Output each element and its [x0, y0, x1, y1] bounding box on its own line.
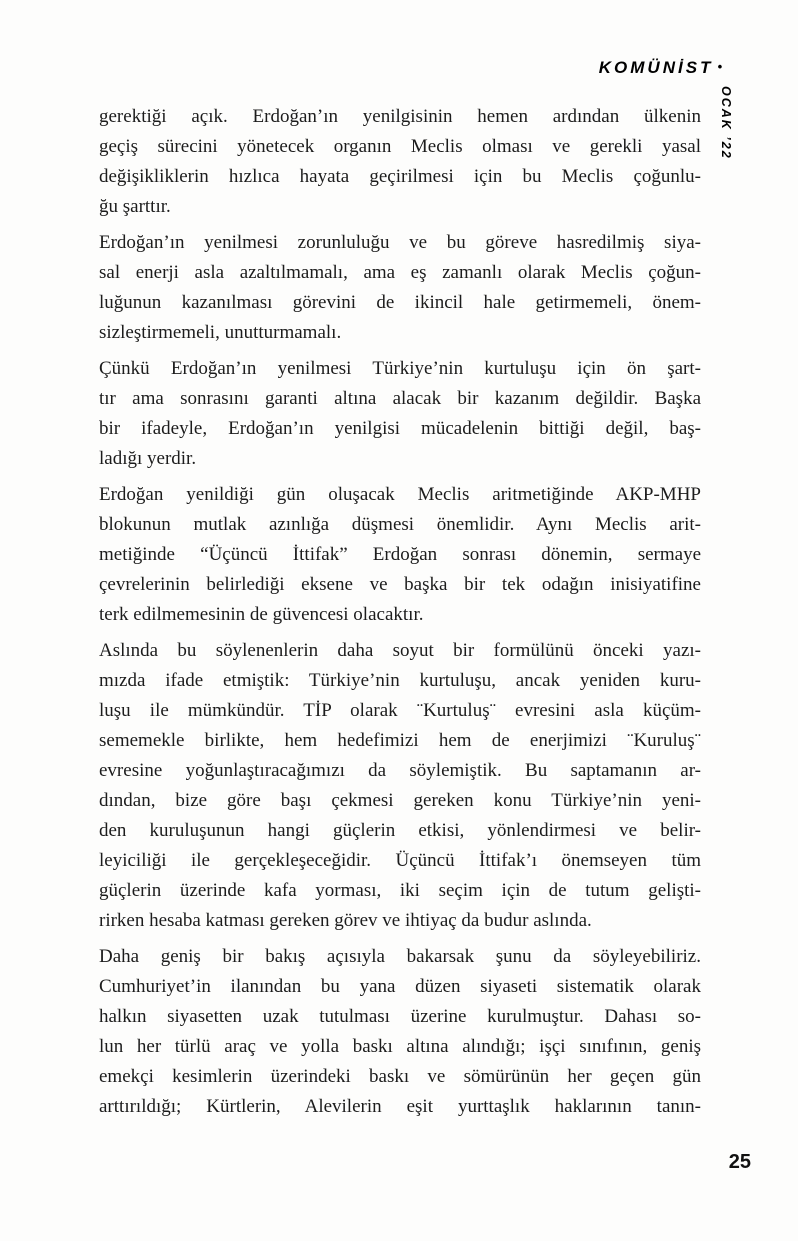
- masthead-bullet: •: [717, 59, 722, 74]
- masthead: [599, 58, 722, 78]
- paragraph: Erdoğan yenildiği gün oluşacak Meclis aritmetiğinde AKP-MHP blokunun mutlak azınlığa düşmesi önemlidir. Aynı Meclis arit- metiğinde “Üçüncü İttifak” Erdoğan sonrası dönemin, sermaye çevrelerinin belirlediği eksene ve başka bir tek odağın inisiyatifine terk edilmemesinin de güvencesi olacaktır.: [99, 484, 701, 625]
- page-number: 25: [728, 1151, 751, 1173]
- issue-date: OCAK ’22: [719, 86, 733, 160]
- paragraph: Erdoğan’ın yenilmesi zorunluluğu ve bu göreve hasredilmiş siya- sal enerji asla azaltılmamalı, ama eş zamanlı olarak Meclis çoğun- luğunun kazanılması görevini de ikincil hale getirmemeli, önem- sizleştirmemeli, unutturmamalı.: [99, 232, 701, 343]
- paragraph: Aslında bu söylenenlerin daha soyut bir formülünü önceki yazı- mızda ifade etmiştik: Türkiye’nin kurtuluşu, ancak yeniden kuru- luşu ile mümkündür. TİP olarak ¨Kurtuluş¨ evresini asla küçüm- sememekle birlikte, hem hedefimizi hem de enerjimizi ¨Kuruluş¨ evresine yoğunlaştıracağımızı da söylemiştik. Bu saptamanın ar- dından, bize göre başı çekmesi gereken konu Türkiye’nin yeni- den kuruluşunun hangi güçlerin etkisi, yönlendirmesi ve belir- leyiciliği ile gerçekleşeceğidir. Üçüncü İttifak’ı önemseyen tüm güçlerin üzerinde kafa yorması, iki seçim için de tutum gelişti- rirken hesaba katması gereken görev ve ihtiyaç da budur aslında.: [99, 640, 701, 931]
- paragraph: gerektiği açık. Erdoğan’ın yenilgisinin hemen ardından ülkenin geçiş sürecini yönetecek organın Meclis olması ve gerekli yasal değişikliklerin hızlıca hayata geçirilmesi için bu Meclis çoğunlu- ğu şarttır.: [99, 106, 701, 217]
- article-body: [99, 102, 701, 1128]
- paragraph: Çünkü Erdoğan’ın yenilmesi Türkiye’nin kurtuluşu için ön şart- tır ama sonrasını garanti altına alacak bir kazanım değildir. Başka bir ifadeyle, Erdoğan’ın yenilgisi mücadelenin bittiği değil, baş- ladığı yerdir.: [99, 358, 701, 469]
- magazine-title: KOMÜNİST: [598, 58, 714, 77]
- paragraph: Daha geniş bir bakış açısıyla bakarsak şunu da söyleyebiliriz. Cumhuriyet’in ilanından bu yana düzen siyaseti sistematik olarak halkın siyasetten uzak tutulması üzerine kurulmuştur. Dahası so- lun her türlü araç ve yolla baskı altına alındığı; işçi sınıfının, geniş emekçi kesimlerin üzerindeki baskı ve sömürünün her geçen gün arttırıldığı; Kürtlerin, Alevilerin eşit yurttaşlık haklarının tanın-: [99, 946, 701, 1117]
